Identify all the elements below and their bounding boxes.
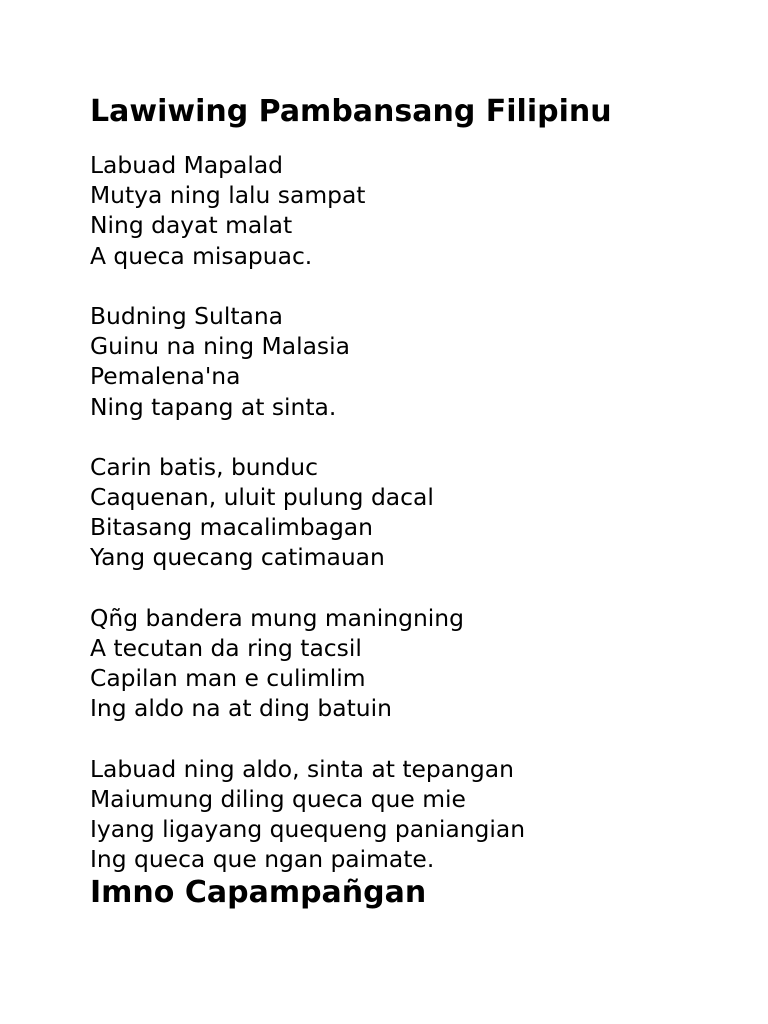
stanza-2 <box>90 301 525 422</box>
section-heading: Imno Capampañgan <box>90 875 427 910</box>
poem-line: Labuad Mapalad <box>90 151 284 179</box>
poem-line: Carin batis, bunduc <box>90 452 318 481</box>
poem-line: Guinu na ning Malasia <box>90 332 350 361</box>
document-title: Lawiwing Pambansang Filipinu <box>90 94 612 129</box>
stanza-1 <box>90 150 525 271</box>
poem-line: Capilan man e culimlim <box>90 664 366 693</box>
poem-line: Maiumung diling queca que mie <box>90 784 466 813</box>
stanza-5 <box>90 754 525 875</box>
poem-line: Iyang ligayang quequeng paniangian <box>90 815 526 844</box>
poem-line: Bitasang macalimbagan <box>90 513 373 542</box>
stanza-4 <box>90 603 525 724</box>
poem-line: Ning tapang at sinta. <box>90 392 337 421</box>
poem-line: Pemalena'na <box>90 362 241 391</box>
stanza-3 <box>90 452 525 573</box>
poem-line: Ing queca que ngan paimate. <box>90 845 435 874</box>
poem-line: A tecutan da ring tacsil <box>90 634 362 662</box>
poem-line: Mutya ning lalu sampat <box>90 181 366 210</box>
poem-line: Ing aldo na at ding batuin <box>90 694 392 723</box>
poem-line: Labuad ning aldo, sinta at tepangan <box>90 754 514 783</box>
poem-line: Caquenan, uluit pulung dacal <box>90 483 434 512</box>
poem-line: Ning dayat malat <box>90 211 293 240</box>
poem-line: Qñg bandera mung maningning <box>90 603 464 632</box>
poem-line: Budning Sultana <box>90 301 283 330</box>
poem-line: A queca misapuac. <box>90 241 313 270</box>
poem-body <box>90 150 525 875</box>
poem-line: Yang quecang catimauan <box>90 543 385 572</box>
